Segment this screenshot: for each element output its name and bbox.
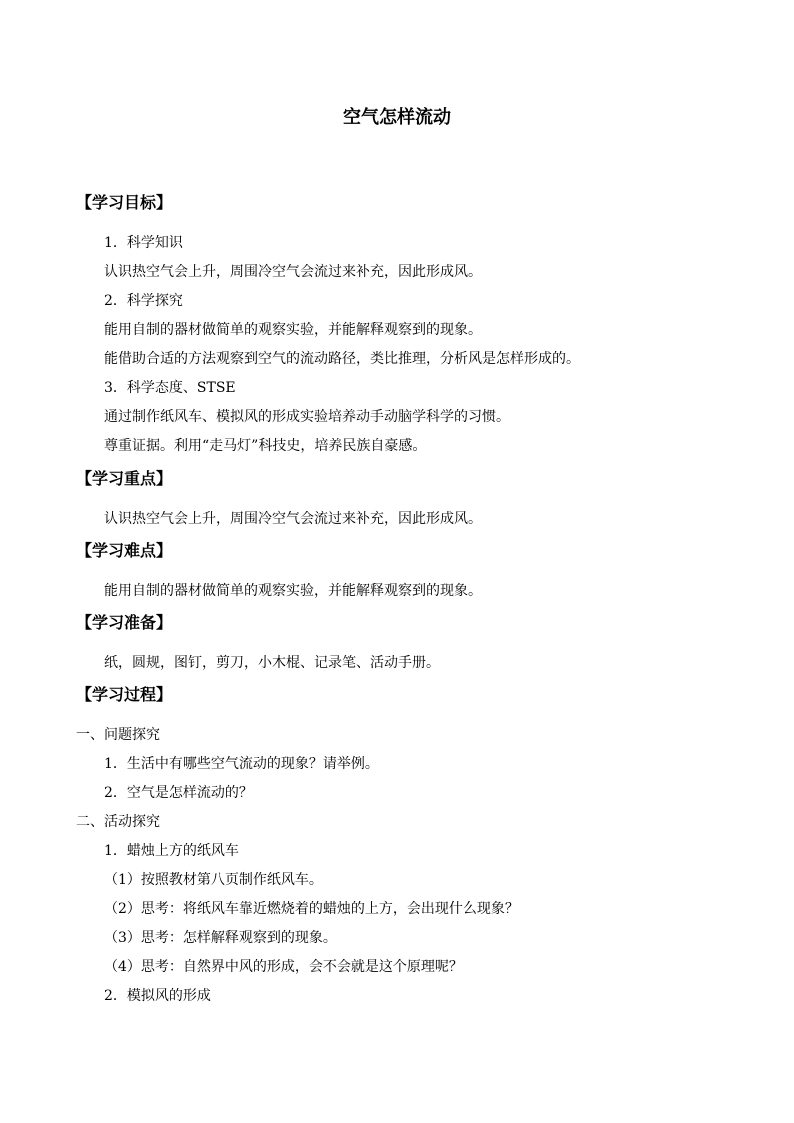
objective-item-1-text: 认识热空气会上升，周围冷空气会流过来补充，因此形成风。 (104, 264, 482, 280)
preparation-text: 纸，圆规，图钉，剪刀，小木棍、记录笔、活动手册。 (104, 655, 440, 671)
objective-item-3-text-2: 尊重证据。利用“走马灯”科技史，培养民族自豪感。 (104, 438, 427, 454)
process-part-2-activity-2: 2．模拟风的形成 (104, 988, 211, 1004)
process-part-1: 一、问题探究 (76, 727, 160, 743)
section-heading-process: 【学习过程】 (76, 685, 173, 704)
process-part-1-question-1: 1．生活中有哪些空气流动的现象？请举例。 (104, 756, 379, 772)
page-title: 空气怎样流动 (343, 107, 451, 128)
objective-item-2: 2．科学探究 (104, 293, 183, 309)
key-points-text: 认识热空气会上升，周围冷空气会流过来补充，因此形成风。 (104, 511, 482, 527)
process-part-2-activity-1-step-4: （4）思考：自然界中风的形成，会不会就是这个原理呢？ (104, 959, 463, 975)
process-part-1-question-2: 2．空气是怎样流动的？ (104, 785, 253, 801)
objective-item-1: 1．科学知识 (104, 235, 183, 251)
section-heading-difficulties: 【学习难点】 (76, 541, 173, 560)
section-heading-objectives: 【学习目标】 (76, 193, 173, 212)
process-part-2-activity-1-step-3: （3）思考：怎样解释观察到的现象。 (104, 930, 337, 946)
objective-item-2-text-2: 能借助合适的方法观察到空气的流动路径，类比推理，分析风是怎样形成的。 (104, 351, 580, 367)
process-part-2-activity-1-step-2: （2）思考：将纸风车靠近燃烧着的蜡烛的上方，会出现什么现象？ (104, 901, 519, 917)
process-part-2: 二、活动探究 (76, 814, 160, 830)
objective-item-2-text-1: 能用自制的器材做简单的观察实验，并能解释观察到的现象。 (104, 322, 482, 338)
difficulties-text: 能用自制的器材做简单的观察实验，并能解释观察到的现象。 (104, 583, 482, 599)
section-heading-preparation: 【学习准备】 (76, 613, 173, 632)
process-part-2-activity-1: 1．蜡烛上方的纸风车 (104, 843, 239, 859)
process-part-2-activity-1-step-1: （1）按照教材第八页制作纸风车。 (104, 872, 323, 888)
objective-item-3: 3．科学态度、STSE (104, 380, 236, 396)
objective-item-3-text-1: 通过制作纸风车、模拟风的形成实验培养动手动脑学科学的习惯。 (104, 409, 510, 425)
section-heading-key-points: 【学习重点】 (76, 469, 173, 488)
